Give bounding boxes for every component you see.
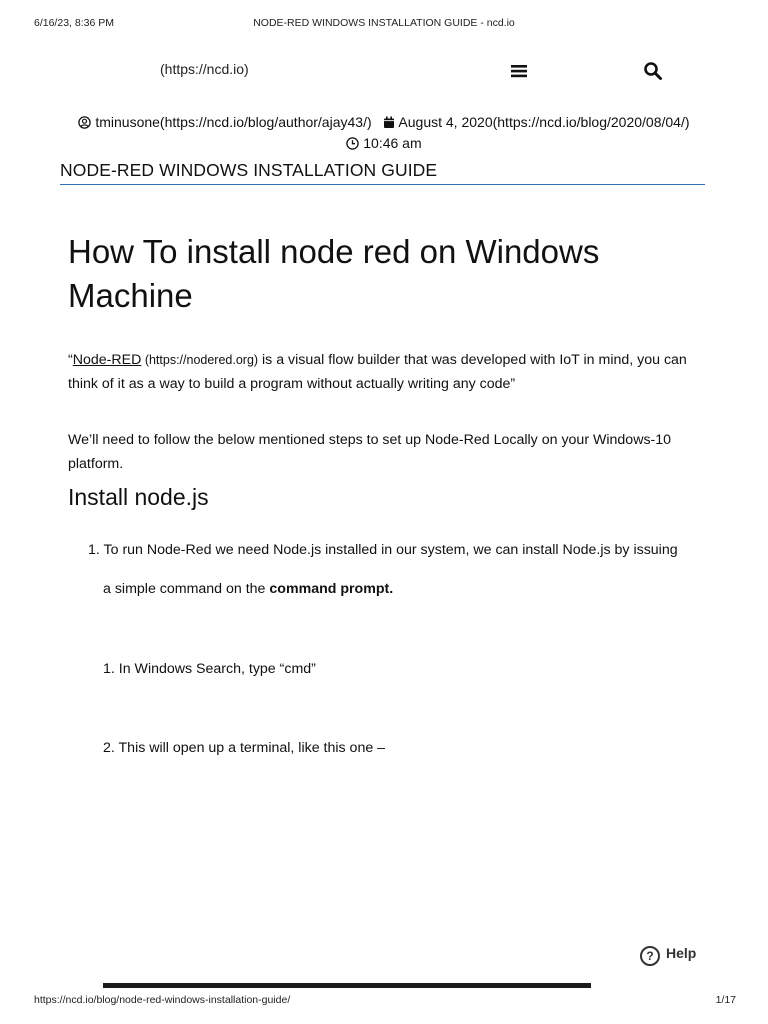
steps-intro-paragraph: We’ll need to follow the below mentioned steps to set up Node-Red Locally on your Windows-10 platform. xyxy=(68,432,672,472)
user-icon xyxy=(78,116,91,132)
hamburger-menu-icon[interactable] xyxy=(510,63,528,79)
page-title: NODE-RED WINDOWS INSTALLATION GUIDE xyxy=(60,160,438,180)
print-url: https://ncd.io/blog/node-red-windows-installation-guide/ xyxy=(34,994,291,1006)
node-red-url: (https://nodered.org) xyxy=(141,353,259,367)
post-meta xyxy=(0,114,768,132)
intro-quote: “ xyxy=(68,352,73,368)
search-icon[interactable] xyxy=(643,61,663,81)
help-icon: ? xyxy=(640,946,660,966)
intro-paragraph xyxy=(68,348,718,396)
intro-rest: is a visual flow builder that was developed with IoT in mind, you can think of it as a way to build a program without actually writing any code” xyxy=(68,352,687,392)
list-item: 1. To run Node-Red we need Node.js installed in our system, we can install Node.js by issuing xyxy=(88,542,678,558)
print-title: NODE-RED WINDOWS INSTALLATION GUIDE - ncd.io xyxy=(253,17,515,29)
article-heading: How To install node red on Windows Machine xyxy=(68,233,600,314)
list-item-continuation xyxy=(103,577,393,601)
print-date: 6/16/23, 8:36 PM xyxy=(34,17,114,29)
home-link[interactable]: (https://ncd.io) xyxy=(160,61,249,77)
page-number: 1/17 xyxy=(715,994,736,1006)
calendar-icon xyxy=(383,116,395,132)
node-red-link[interactable]: Node-RED xyxy=(72,352,142,368)
step1-cont: a simple command on the xyxy=(103,581,270,597)
sub-step-1: 1. In Windows Search, type “cmd” xyxy=(103,661,316,677)
clock-icon xyxy=(346,137,359,153)
help-label: Help xyxy=(666,945,697,961)
post-time xyxy=(0,135,768,153)
print-footer xyxy=(0,994,768,1010)
date-link[interactable]: August 4, 2020(https://ncd.io/blog/2020/08/04/) xyxy=(398,114,690,130)
terminal-screenshot-edge xyxy=(103,983,591,988)
section-heading: Install node.js xyxy=(68,484,209,510)
time-text: 10:46 am xyxy=(363,135,422,151)
author-link[interactable]: tminusone(https://ncd.io/blog/author/ajay43/) xyxy=(95,114,372,130)
title-divider xyxy=(60,184,705,185)
help-button[interactable] xyxy=(640,945,696,966)
print-header xyxy=(0,14,768,30)
command-prompt-bold: command prompt. xyxy=(269,581,394,597)
sub-step-2: 2. This will open up a terminal, like this one – xyxy=(103,740,386,756)
